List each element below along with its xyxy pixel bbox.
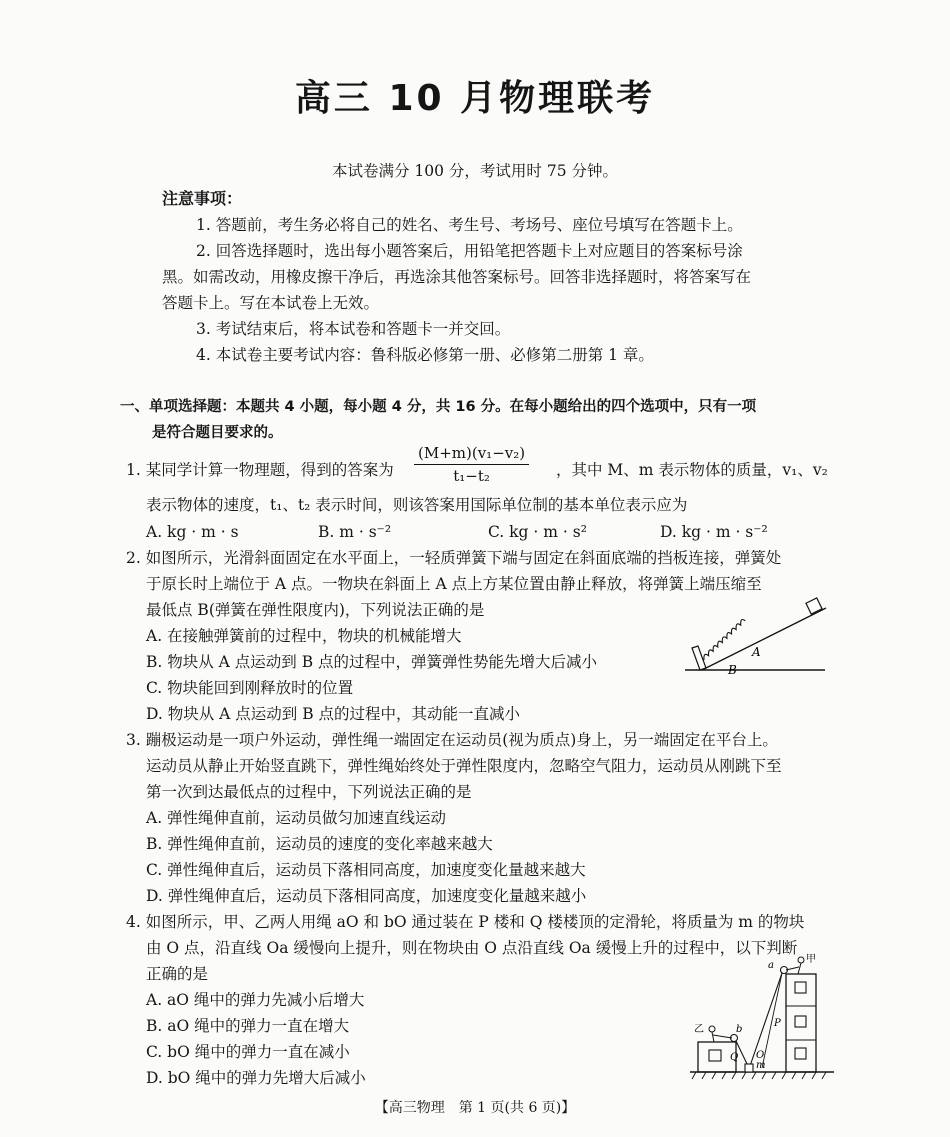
q2-option-d: D. 物块从 A 点运动到 B 点的过程中，其动能一直减小 — [146, 705, 521, 723]
q1-stem-part2: ，其中 M、m 表示物体的质量，v₁、v₂ — [556, 461, 828, 479]
q4-option-b: B. aO 绳中的弹力一直在增大 — [146, 1017, 350, 1035]
notice-line-1: 1. 答题前，考生务必将自己的姓名、考生号、考场号、座位号填写在答题卡上。 — [196, 216, 743, 234]
q4-label-m: m — [756, 1060, 766, 1071]
exam-intro: 本试卷满分 100 分，考试用时 75 分钟。 — [331, 162, 619, 180]
section-heading-line-1: 一、单项选择题：本题共 4 小题，每小题 4 分，共 16 分。在每小题给出的四个选项中，只有一项 — [120, 399, 757, 415]
q4-label-q: Q — [730, 1052, 739, 1063]
q4-stem-line-2: 由 O 点，沿直线 Oa 缓慢向上提升，则在物块由 O 点沿直线 Oa 缓慢上升的过程中，以下判断 — [146, 939, 798, 957]
q1-stem-line2: 表示物体的速度，t₁、t₂ 表示时间，则该答案用国际单位制的基本单位表示应为 — [146, 496, 688, 514]
q2-option-b: B. 物块从 A 点运动到 B 点的过程中，弹簧弹性势能先增大后减小 — [146, 653, 598, 671]
q2-label-b: B — [728, 663, 737, 677]
q4-label-a: a — [768, 960, 774, 971]
q4-label-o: O — [756, 1050, 765, 1061]
q1-option-c: C. kg · m · s² — [488, 523, 587, 541]
notice-line-4: 答题卡上。写在本试卷上无效。 — [162, 294, 380, 312]
q2-stem-line-1: 2. 如图所示，光滑斜面固定在水平面上，一轻质弹簧下端与固定在斜面底端的挡板连接，弹簧处 — [126, 549, 782, 567]
section-heading-line-2: 是符合题目要求的。 — [152, 425, 283, 441]
q2-label-a: A — [752, 645, 761, 659]
page-footer: 【高三物理 第 1 页(共 6 页)】 — [374, 1100, 576, 1116]
q2-stem-line-3: 最低点 B(弹簧在弹性限度内)，下列说法正确的是 — [146, 601, 485, 619]
q4-stem-line-3: 正确的是 — [146, 965, 209, 983]
q4-label-yi: 乙 — [694, 1024, 704, 1035]
q3-option-b: B. 弹性绳伸直前，运动员的速度的变化率越来越大 — [146, 835, 493, 853]
q3-stem-line-3: 第一次到达最低点的过程中，下列说法正确的是 — [146, 783, 472, 801]
q4-stem-line-1: 4. 如图所示，甲、乙两人用绳 aO 和 bO 通过装在 P 楼和 Q 楼楼顶的定滑轮，将质量为 m 的物块 — [126, 913, 805, 931]
q2-stem-line-2: 于原长时上端位于 A 点。一物块在斜面上 A 点上方某位置由静止释放，将弹簧上端压缩至 — [146, 575, 762, 593]
q3-option-c: C. 弹性绳伸直后，运动员下落相同高度，加速度变化量越来越大 — [146, 861, 586, 879]
q1-fraction-denominator: t₁−t₂ — [453, 467, 490, 485]
q1-option-b: B. m · s⁻² — [318, 523, 392, 541]
q4-label-jia: 甲 — [806, 954, 816, 965]
q4-option-a: A. aO 绳中的弹力先减小后增大 — [146, 991, 365, 1009]
notice-line-2: 2. 回答选择题时，选出每小题答案后，用铅笔把答题卡上对应题目的答案标号涂 — [196, 242, 743, 260]
q3-stem-line-1: 3. 蹦极运动是一项户外运动，弹性绳一端固定在运动员(视为质点)身上，另一端固定在平台上。 — [126, 731, 778, 749]
q3-stem-line-2: 运动员从静止开始竖直跳下，弹性绳始终处于弹性限度内，忽略空气阻力，运动员从刚跳下至 — [146, 757, 782, 775]
q1-stem-part1: 1. 某同学计算一物理题，得到的答案为 — [126, 461, 394, 479]
q2-option-c: C. 物块能回到刚释放时的位置 — [146, 679, 354, 697]
notice-line-3: 黑。如需改动，用橡皮擦干净后，再选涂其他答案标号。回答非选择题时，将答案写在 — [162, 268, 752, 286]
q2-incline-figure — [680, 590, 830, 680]
notice-heading: 注意事项： — [162, 189, 243, 208]
q1-fraction — [414, 444, 529, 485]
q3-option-a: A. 弹性绳伸直前，运动员做匀加速直线运动 — [146, 809, 447, 827]
q1-option-d: D. kg · m · s⁻² — [660, 523, 768, 541]
notice-line-5: 3. 考试结束后，将本试卷和答题卡一并交回。 — [196, 320, 511, 338]
q2-option-a: A. 在接触弹簧前的过程中，物块的机械能增大 — [146, 627, 462, 645]
q3-option-d: D. 弹性绳伸直后，运动员下落相同高度，加速度变化量越来越小 — [146, 887, 587, 905]
page-title: 高三 10 月物理联考 — [294, 78, 656, 119]
q4-buildings-figure — [688, 950, 838, 1082]
q1-fraction-numerator: (M+m)(v₁−v₂) — [414, 444, 529, 465]
q4-label-b: b — [736, 1024, 743, 1035]
q4-label-p: P — [774, 1018, 781, 1029]
q4-option-d: D. bO 绳中的弹力先增大后减小 — [146, 1069, 366, 1087]
q1-option-a: A. kg · m · s — [146, 523, 239, 541]
notice-line-6: 4. 本试卷主要考试内容：鲁科版必修第一册、必修第二册第 1 章。 — [196, 346, 654, 364]
q4-option-c: C. bO 绳中的弹力一直在减小 — [146, 1043, 350, 1061]
